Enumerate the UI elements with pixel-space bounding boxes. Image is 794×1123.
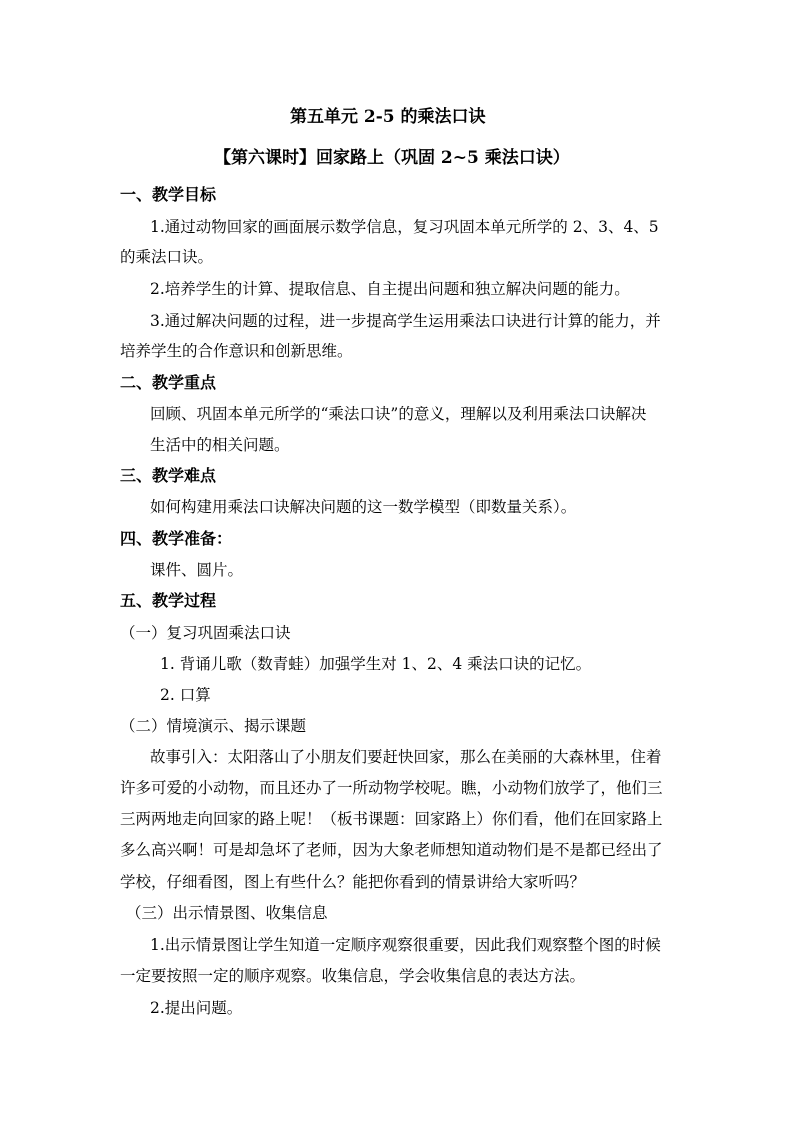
process-part-1-item-1: 1. 背诵儿歌（数青蛙）加强学生对 1、2、4 乘法口诀的记忆。: [160, 655, 592, 673]
objective-3-line-2: 培养学生的合作意识和创新思维。: [120, 342, 353, 360]
key-points-line-2: 生活中的相关问题。: [150, 436, 290, 454]
part-3-item-2: 2.提出问题。: [150, 999, 243, 1017]
story-line-3: 三两两地走向回家的路上呢！（板书课题：回家路上）你们看，他们在回家路上: [120, 810, 663, 828]
document-title: 第五单元 2-5 的乘法口诀: [290, 107, 486, 127]
story-line-5: 学校，仔细看图，图上有些什么？能把你看到的情景讲给大家听吗？: [120, 873, 586, 891]
difficulties-line-1: 如何构建用乘法口诀解决问题的这一数学模型（即数量关系）。: [150, 498, 577, 516]
objective-2: 2.培养学生的计算、提取信息、自主提出问题和独立解决问题的能力。: [150, 280, 630, 298]
preparation-line-1: 课件、圆片。: [150, 561, 244, 579]
process-part-2-heading: （二）情境演示、揭示课题: [120, 717, 307, 735]
section-heading-process: 五、教学过程: [120, 591, 217, 610]
section-heading-difficulties: 三、教学难点: [120, 466, 217, 485]
process-part-3-heading: （三）出示情景图、收集信息: [126, 904, 328, 922]
objective-3-line-1: 3.通过解决问题的过程，进一步提高学生运用乘法口诀进行计算的能力，并: [150, 312, 661, 330]
part-3-item-1-line-1: 1.出示情景图让学生知道一定顺序观察很重要，因此我们观察整个图的时候: [150, 936, 661, 954]
part-3-item-1-line-2: 一定要按照一定的顺序观察。收集信息，学会收集信息的表达方法。: [120, 967, 586, 985]
process-part-1-item-2: 2. 口算: [160, 686, 211, 704]
story-line-2: 许多可爱的小动物，而且还办了一所动物学校呢。瞧，小动物们放学了，他们三: [120, 779, 663, 797]
story-line-1: 故事引入：太阳落山了小朋友们要赶快回家，那么在美丽的大森林里，住着: [150, 748, 662, 766]
section-heading-objectives: 一、教学目标: [120, 185, 217, 204]
objective-1-line-2: 的乘法口诀。: [120, 248, 214, 266]
story-line-4: 多么高兴啊！可是却急坏了老师，因为大象老师想知道动物们是不是都已经出了: [120, 841, 663, 859]
key-points-line-1: 回顾、巩固本单元所学的“乘法口诀”的意义，理解以及利用乘法口诀解决: [150, 405, 647, 423]
section-heading-key-points: 二、教学重点: [120, 373, 217, 392]
lesson-subtitle: 【第六课时】回家路上（巩固 2~5 乘法口诀）: [214, 148, 570, 168]
objective-1-line-1: 1.通过动物回家的画面展示数学信息，复习巩固本单元所学的 2、3、4、5: [150, 218, 659, 236]
process-part-1-heading: （一）复习巩固乘法口诀: [120, 624, 291, 642]
section-heading-preparation: 四、教学准备：: [120, 529, 233, 548]
